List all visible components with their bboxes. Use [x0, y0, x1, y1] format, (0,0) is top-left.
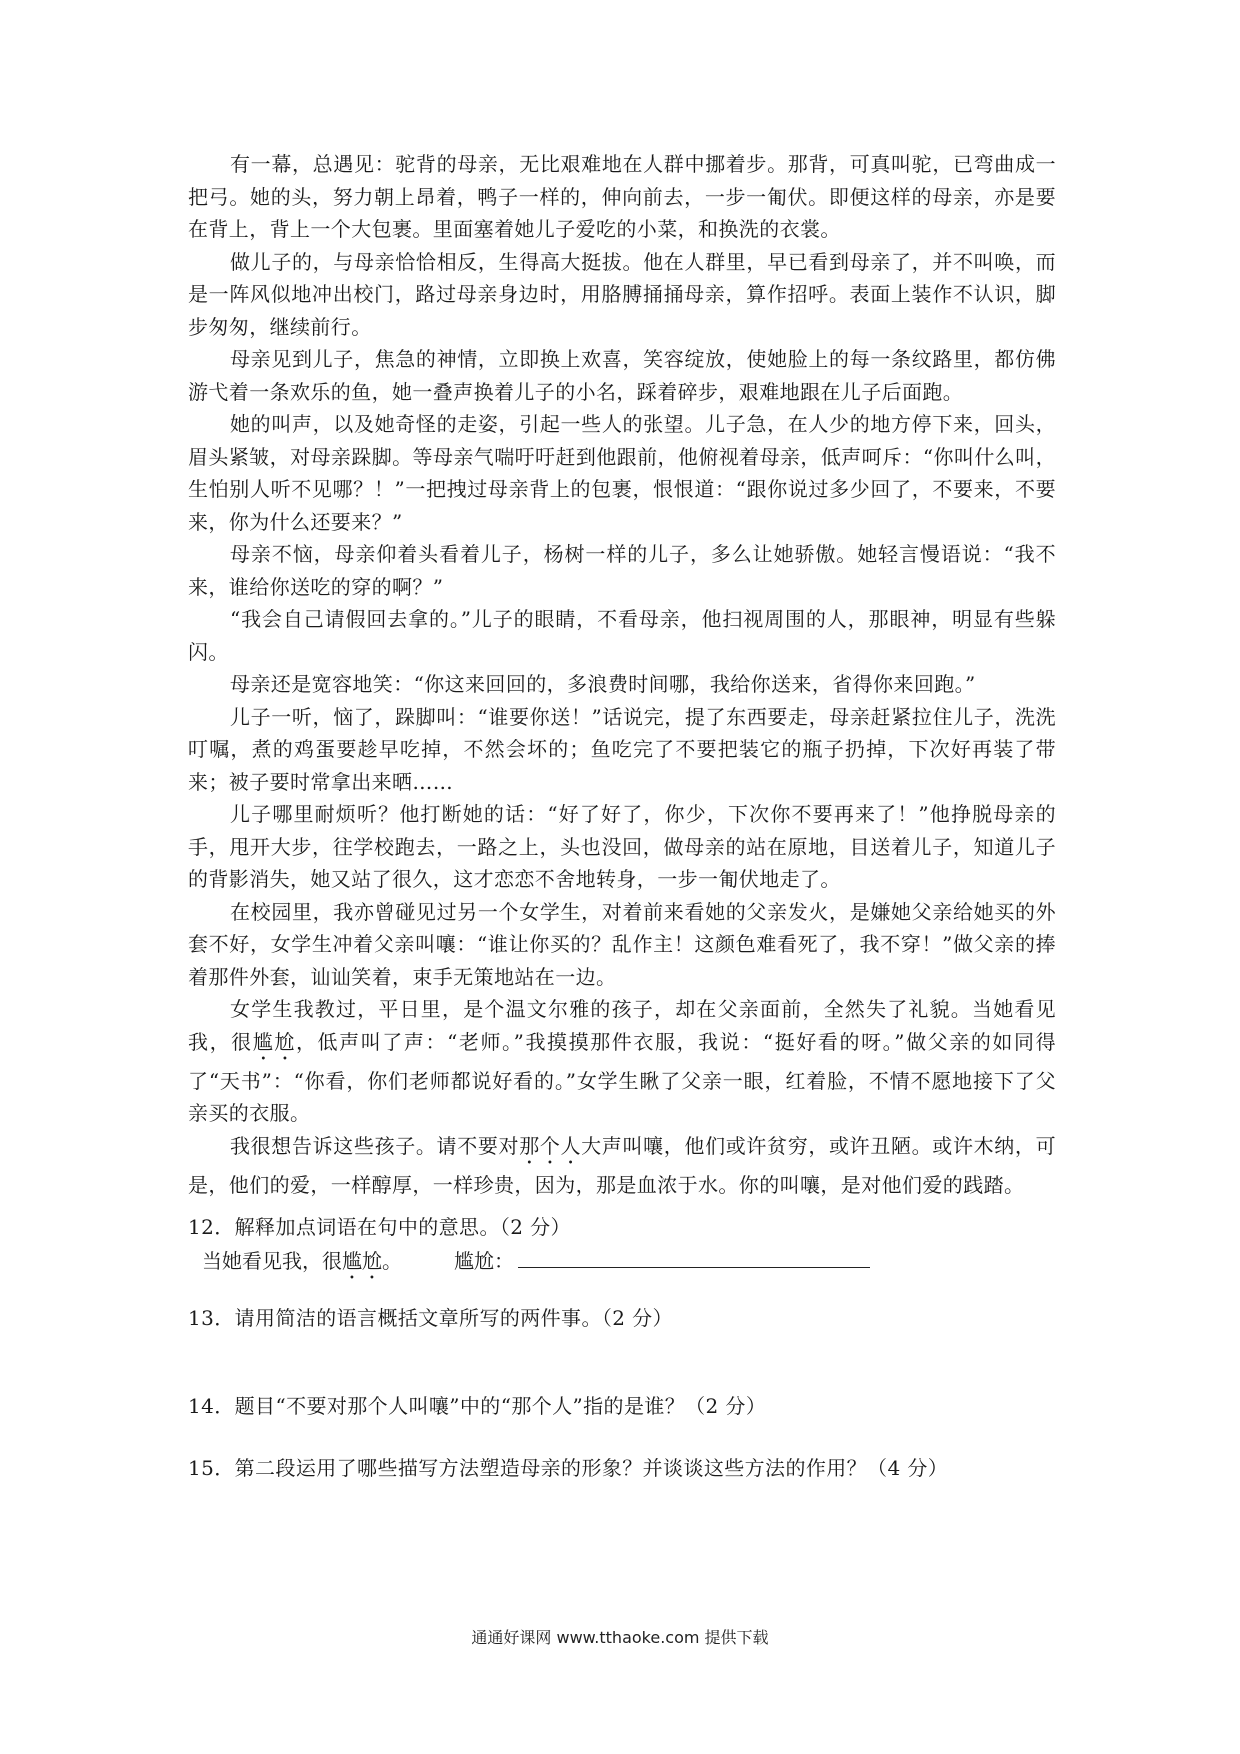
question-12-sentence-a: 当她看见我，很 — [202, 1249, 342, 1273]
question-14: 14．题目“不要对那个人叫嚷”中的“那个人”指的是谁？（2 分） — [188, 1394, 767, 1418]
paragraph-11-text-b: ，低声叫了声：“老师。”我摸摸那件衣服，我说：“挺好看的呀。”做父亲的如同得了“天书”：“你看，你们老师都说好看的。”女学生瞅了父亲一眼，红着脸，不情不愿地接下了父亲买的衣服。 — [188, 1029, 1056, 1125]
question-12-sentence — [202, 1243, 1056, 1284]
paragraph-8: 儿子一听，恼了，跺脚叫：“谁要你送！”话说完，提了东西要走，母亲赶紧拉住儿子，洗洗叮嘱，煮的鸡蛋要趁早吃掉，不然会坏的；鱼吃完了不要把装它的瓶子扔掉，下次好再装了带来；被子要时常拿出来晒…… — [188, 704, 1056, 794]
question-12: 12．解释加点词语在句中的意思。（2 分） — [188, 1215, 571, 1239]
answer-blank-line[interactable] — [518, 1245, 870, 1268]
paragraph-1: 有一幕，总遇见：驼背的母亲，无比艰难地在人群中挪着步。那背，可真叫驼，已弯曲成一把弓。她的头，努力朝上昂着，鸭子一样的，伸向前去，一步一匍伏。即便这样的母亲，亦是要在背上，背上一个大包裹。里面塞着她儿子爱吃的小菜，和换洗的衣裳。 — [188, 152, 1056, 241]
question-section — [188, 1211, 1056, 1484]
paragraph-3: 母亲见到儿子，焦急的神情，立即换上欢喜，笑容绽放，使她脸上的每一条纹路里，都仿佛游弋着一条欢乐的鱼，她一叠声换着儿子的小名，踩着碎步，艰难地跟在儿子后面跑。 — [188, 347, 1056, 404]
paragraph-12-text-a: 我很想告诉这些孩子。请不要对 — [230, 1133, 520, 1158]
paragraph-11-text-a: 女学生我教过，平日里，是个温文尔雅的孩子，却在父亲面前，全然失了礼貌。当她看见我，很 — [188, 997, 1056, 1054]
paragraph-9: 儿子哪里耐烦听？他打断她的话：“好了好了，你少，下次你不要再来了！”他挣脱母亲的手，甩开大步，往学校跑去，一路之上，头也没回，做母亲的站在原地，目送着儿子，知道儿子的背影消失，她又站了很久，这才恋恋不舍地转身，一步一匍伏地走了。 — [188, 802, 1056, 891]
paragraph-12-text-b: 大声叫嚷，他们或许贫穷，或许丑陋。或许木纳，可是，他们的爱，一样醇厚，一样珍贵，因为，那是血浓于水。你的叫嚷，是对他们爱的践踏。 — [188, 1133, 1056, 1197]
question-15: 15．第二段运用了哪些描写方法塑造母亲的形象？并谈谈这些方法的作用？（4 分） — [188, 1456, 949, 1480]
paragraph-12 — [188, 1130, 1056, 1202]
paragraph-2: 做儿子的，与母亲恰恰相反，生得高大挺拔。他在人群里，早已看到母亲了，并不叫唤，而是一阵风似地冲出校门，路过母亲身边时，用胳膊捅捅母亲，算作招呼。表面上装作不认识，脚步匆匆，继续前行。 — [188, 249, 1056, 339]
download-footer: 通通好课网 www.tthaoke.com 提供下载 — [471, 1628, 769, 1647]
question-12-dotted-word: 尴尬 — [342, 1249, 382, 1273]
paragraph-4: 她的叫声，以及她奇怪的走姿，引起一些人的张望。儿子急，在人少的地方停下来，回头，眉头紧皱，对母亲跺脚。等母亲气喘吁吁赶到他跟前，他俯视着母亲，低声呵斥：“你叫什么叫，生怕别人听不见哪？！”一把拽过母亲背上的包裹，恨恨道：“跟你说过多少回了，不要来，不要来，你为什么还要来？” — [188, 412, 1056, 534]
paragraph-7: 母亲还是宽容地笑：“你这来回回的，多浪费时间哪，我给你送来，省得你来回跑。” — [230, 672, 976, 696]
dotted-word-nageren: 那个人 — [519, 1133, 582, 1158]
question-12-sentence-b: 。 — [382, 1249, 402, 1273]
paragraph-6: “我会自己请假回去拿的。”儿子的眼睛，不看母亲，他扫视周围的人，那眼神，明显有些躲闪。 — [188, 607, 1056, 664]
dotted-word-ganga: 尴尬 — [252, 1029, 296, 1054]
paragraph-5: 母亲不恼，母亲仰着头看着儿子，杨树一样的儿子，多么让她骄傲。她轻言慢语说：“我不来，谁给你送吃的穿的啊？” — [188, 542, 1056, 599]
document-body — [188, 148, 1056, 1484]
question-12-blank-label: 尴尬： — [454, 1249, 514, 1273]
paragraph-10: 在校园里，我亦曾碰见过另一个女学生，对着前来看她的父亲发火，是嫌她父亲给她买的外套不好，女学生冲着父亲叫嚷：“谁让你买的？乱作主！这颜色难看死了，我不穿！”做父亲的捧着那件外套，讪讪笑着，束手无策地站在一边。 — [188, 899, 1056, 989]
question-13: 13．请用简洁的语言概括文章所写的两件事。（2 分） — [188, 1306, 673, 1330]
paragraph-11 — [188, 993, 1056, 1130]
